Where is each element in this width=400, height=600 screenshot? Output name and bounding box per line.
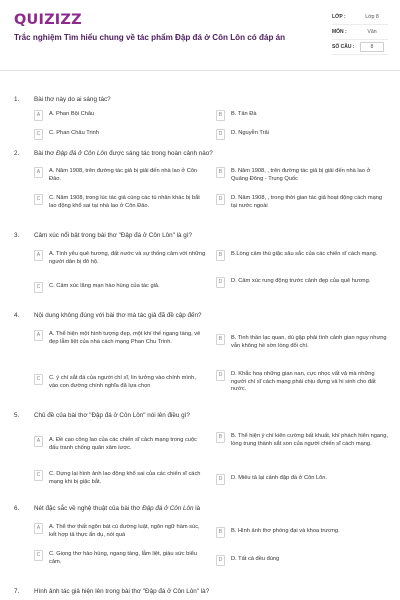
option-text: B.Lòng cảm thù giặc sâu sắc của các chiến sĩ cách mạng. xyxy=(231,251,378,257)
option-a[interactable] xyxy=(34,330,206,346)
option-text: D. Khắc hoạ những gian nan, cực nhọc vất vả mà những người chí sĩ cách mạng phải chịu đựng và hi sinh cho đất nước. xyxy=(231,371,376,393)
option-letter-badge: D xyxy=(216,194,225,205)
option-letter-badge: B xyxy=(216,167,225,178)
option-c[interactable] xyxy=(34,282,206,293)
option-text: C. Giọng thơ hào hùng, ngang tàng, lẫm liệt, giàu sức biểu cảm. xyxy=(49,551,197,565)
option-text: D. Cảm xúc rung động trước cảnh đẹp của quê hương. xyxy=(231,278,371,284)
meta-row-count xyxy=(332,40,388,55)
meta-value: Văn xyxy=(367,29,377,35)
option-letter-badge: B xyxy=(216,432,225,443)
question-number: 5. xyxy=(14,412,20,419)
question-number: 2. xyxy=(14,150,20,157)
option-text: C. Dựng lại hình ảnh lao động khổ sai của các chiến sĩ cách mạng khi bị giặc bắt. xyxy=(49,471,201,485)
question-text: Nội dung không đúng với bài thơ mà tác giả đã đề cập đến? xyxy=(34,312,202,319)
option-c[interactable] xyxy=(34,194,206,210)
option-c[interactable] xyxy=(34,129,206,140)
option-letter-badge: A xyxy=(34,110,43,121)
option-text: C. Phan Châu Trinh xyxy=(49,130,99,136)
option-text: B. Tinh thần lạc quan, dù gặp phải tình cảnh gian nguy nhưng vẫn không hề sờn lòng đổi chí. xyxy=(231,335,387,349)
option-text: B. Năm 1908, , trên đường tác giả bị giải đến nhà lao ở Quảng Đông - Trung Quốc xyxy=(231,168,371,182)
option-b[interactable] xyxy=(216,250,388,261)
option-d[interactable] xyxy=(216,194,388,210)
question-text-pre: Nét đặc sắc về nghệ thuật của bài thơ xyxy=(34,505,143,512)
option-letter-badge: C xyxy=(34,194,43,205)
option-letter-badge: A xyxy=(34,250,43,261)
option-letter-badge: A xyxy=(34,330,43,341)
quizizz-logo[interactable] xyxy=(14,12,82,28)
option-text: D. Nguyễn Trãi xyxy=(231,130,269,136)
option-letter-badge: A xyxy=(34,436,43,447)
meta-label: SỐ CÂU : xyxy=(332,44,355,50)
option-b[interactable] xyxy=(216,432,388,448)
option-letter-badge: D xyxy=(216,370,225,381)
option-letter-badge: B xyxy=(216,110,225,121)
option-text: A. Đề cao công lao của các chiến sĩ cách mạng trong cuộc đấu tranh chống quân xâm lược. xyxy=(49,437,197,451)
option-letter-badge: D xyxy=(216,129,225,140)
option-text: D. Tất cả đều đúng xyxy=(231,556,280,562)
option-b[interactable] xyxy=(216,527,388,538)
option-letter-badge: A xyxy=(34,167,43,178)
question-text: Chủ đề của bài thơ "Đập đá ở Côn Lôn" nói lên điều gì? xyxy=(34,412,190,419)
option-text: A. Thể hiện một hình tượng đẹp, một khí thế ngang tàng, vẻ đẹp lẫm liệt của nhà cách mạng Phan Chu Trinh. xyxy=(49,331,201,345)
option-a[interactable] xyxy=(34,436,206,452)
option-letter-badge: D xyxy=(216,474,225,485)
option-text: B. Hình ảnh thơ phóng đại và khoa trương. xyxy=(231,528,340,534)
question-number: 1. xyxy=(14,96,20,103)
meta-value: Lớp 8 xyxy=(365,14,379,20)
question-text-post: được sáng tác trong hoàn cảnh nào? xyxy=(107,150,213,157)
option-text: C. Năm 1908, trong lúc tác giả cùng các tù nhân khác bị bắt lao động khổ sai tại nhà lao ở Côn Đảo. xyxy=(49,195,200,209)
option-b[interactable] xyxy=(216,334,388,350)
logo-text: QUIZIZZ xyxy=(14,12,82,28)
question-number: 3. xyxy=(14,232,20,239)
page-header xyxy=(0,0,400,72)
page-title: Trắc nghiệm Tìm hiểu chung về tác phẩm Đập đá ở Côn Lôn có đáp án xyxy=(14,33,286,42)
meta-label: MÔN : xyxy=(332,29,347,35)
option-letter-badge: A xyxy=(34,523,43,534)
question-number: 6. xyxy=(14,505,20,512)
option-text: D. Năm 1908, , trong thời gian tác giả hoạt động cách mạng tại nước ngoài xyxy=(231,195,383,209)
meta-label: LỚP : xyxy=(332,14,346,20)
meta-value: 8 xyxy=(360,42,384,52)
option-letter-badge: D xyxy=(216,555,225,566)
question-number: 4. xyxy=(14,312,20,319)
option-b[interactable] xyxy=(216,167,388,183)
work-title: Đập đá ở Côn Lôn xyxy=(142,505,194,512)
question-number: 7. xyxy=(14,588,20,595)
option-text: D. Miêu tả lại cảnh đập đá ở Côn Lôn. xyxy=(231,475,328,481)
option-text: A. Tình yêu quê hương, đất nước và sự thống cảm với những người dân bị đô hộ. xyxy=(49,251,206,265)
meta-row-class xyxy=(332,10,388,25)
option-letter-badge: B xyxy=(216,527,225,538)
option-a[interactable] xyxy=(34,523,206,539)
option-a[interactable] xyxy=(34,167,206,183)
option-letter-badge: D xyxy=(216,277,225,288)
question-text: Cảm xúc nổi bật trong bài thơ "Đập đá ở Côn Lôn" là gì? xyxy=(34,232,192,239)
option-b[interactable] xyxy=(216,110,388,121)
option-letter-badge: C xyxy=(34,282,43,293)
option-letter-badge: B xyxy=(216,334,225,345)
option-letter-badge: C xyxy=(34,470,43,481)
option-d[interactable] xyxy=(216,129,388,140)
question-text: Bài thơ này do ai sáng tác? xyxy=(34,96,111,103)
option-d[interactable] xyxy=(216,370,388,394)
option-d[interactable] xyxy=(216,555,388,566)
question-text: Hình ảnh tác giả hiện lên trong bài thơ "Đập đá ở Côn Lôn" là? xyxy=(34,588,210,595)
option-letter-badge: C xyxy=(34,129,43,140)
option-c[interactable] xyxy=(34,550,206,566)
option-letter-badge: B xyxy=(216,250,225,261)
option-text: A. Thể thơ thất ngôn bát cú đường luật, ngôn ngữ hàm súc, kết hợp tả thực ẩn dụ, nói quá xyxy=(49,524,200,538)
question-text xyxy=(34,150,374,158)
option-text: B. Tản Đà xyxy=(231,111,257,117)
option-c[interactable] xyxy=(34,470,206,486)
option-d[interactable] xyxy=(216,474,388,485)
option-text: A. Năm 1908, trên đường tác giả bị giải đến nhà lao ở Côn Đảo. xyxy=(49,168,198,182)
option-text: C. ý chí sắt đá của người chí sĩ, lin tưởng vào chính mình, vào con đường chính nghĩa đã lựa chọn xyxy=(49,375,196,389)
question-text-pre: Bài thơ xyxy=(34,150,56,157)
meta-row-subject xyxy=(332,25,388,40)
option-d[interactable] xyxy=(216,277,388,288)
option-a[interactable] xyxy=(34,110,206,121)
question-text xyxy=(34,505,374,513)
option-c[interactable] xyxy=(34,374,206,390)
option-a[interactable] xyxy=(34,250,206,266)
work-title: Đập đá ở Côn Lôn xyxy=(55,150,108,157)
option-letter-badge: C xyxy=(34,550,43,561)
option-letter-badge: C xyxy=(34,374,43,385)
question-text-post: là xyxy=(193,505,201,512)
option-text: A. Phan Bội Châu xyxy=(49,111,95,117)
header-divider xyxy=(0,70,400,71)
quiz-meta xyxy=(332,10,388,55)
option-text: B. Thể hiện ý chí kiên cường bất khuất, khí phách hiên ngang, lòng trung thành sắt son của người chiến sĩ cách mạng. xyxy=(231,433,388,447)
option-text: C. Cảm xúc lãng mạn hào hùng của tác giả. xyxy=(49,283,160,289)
